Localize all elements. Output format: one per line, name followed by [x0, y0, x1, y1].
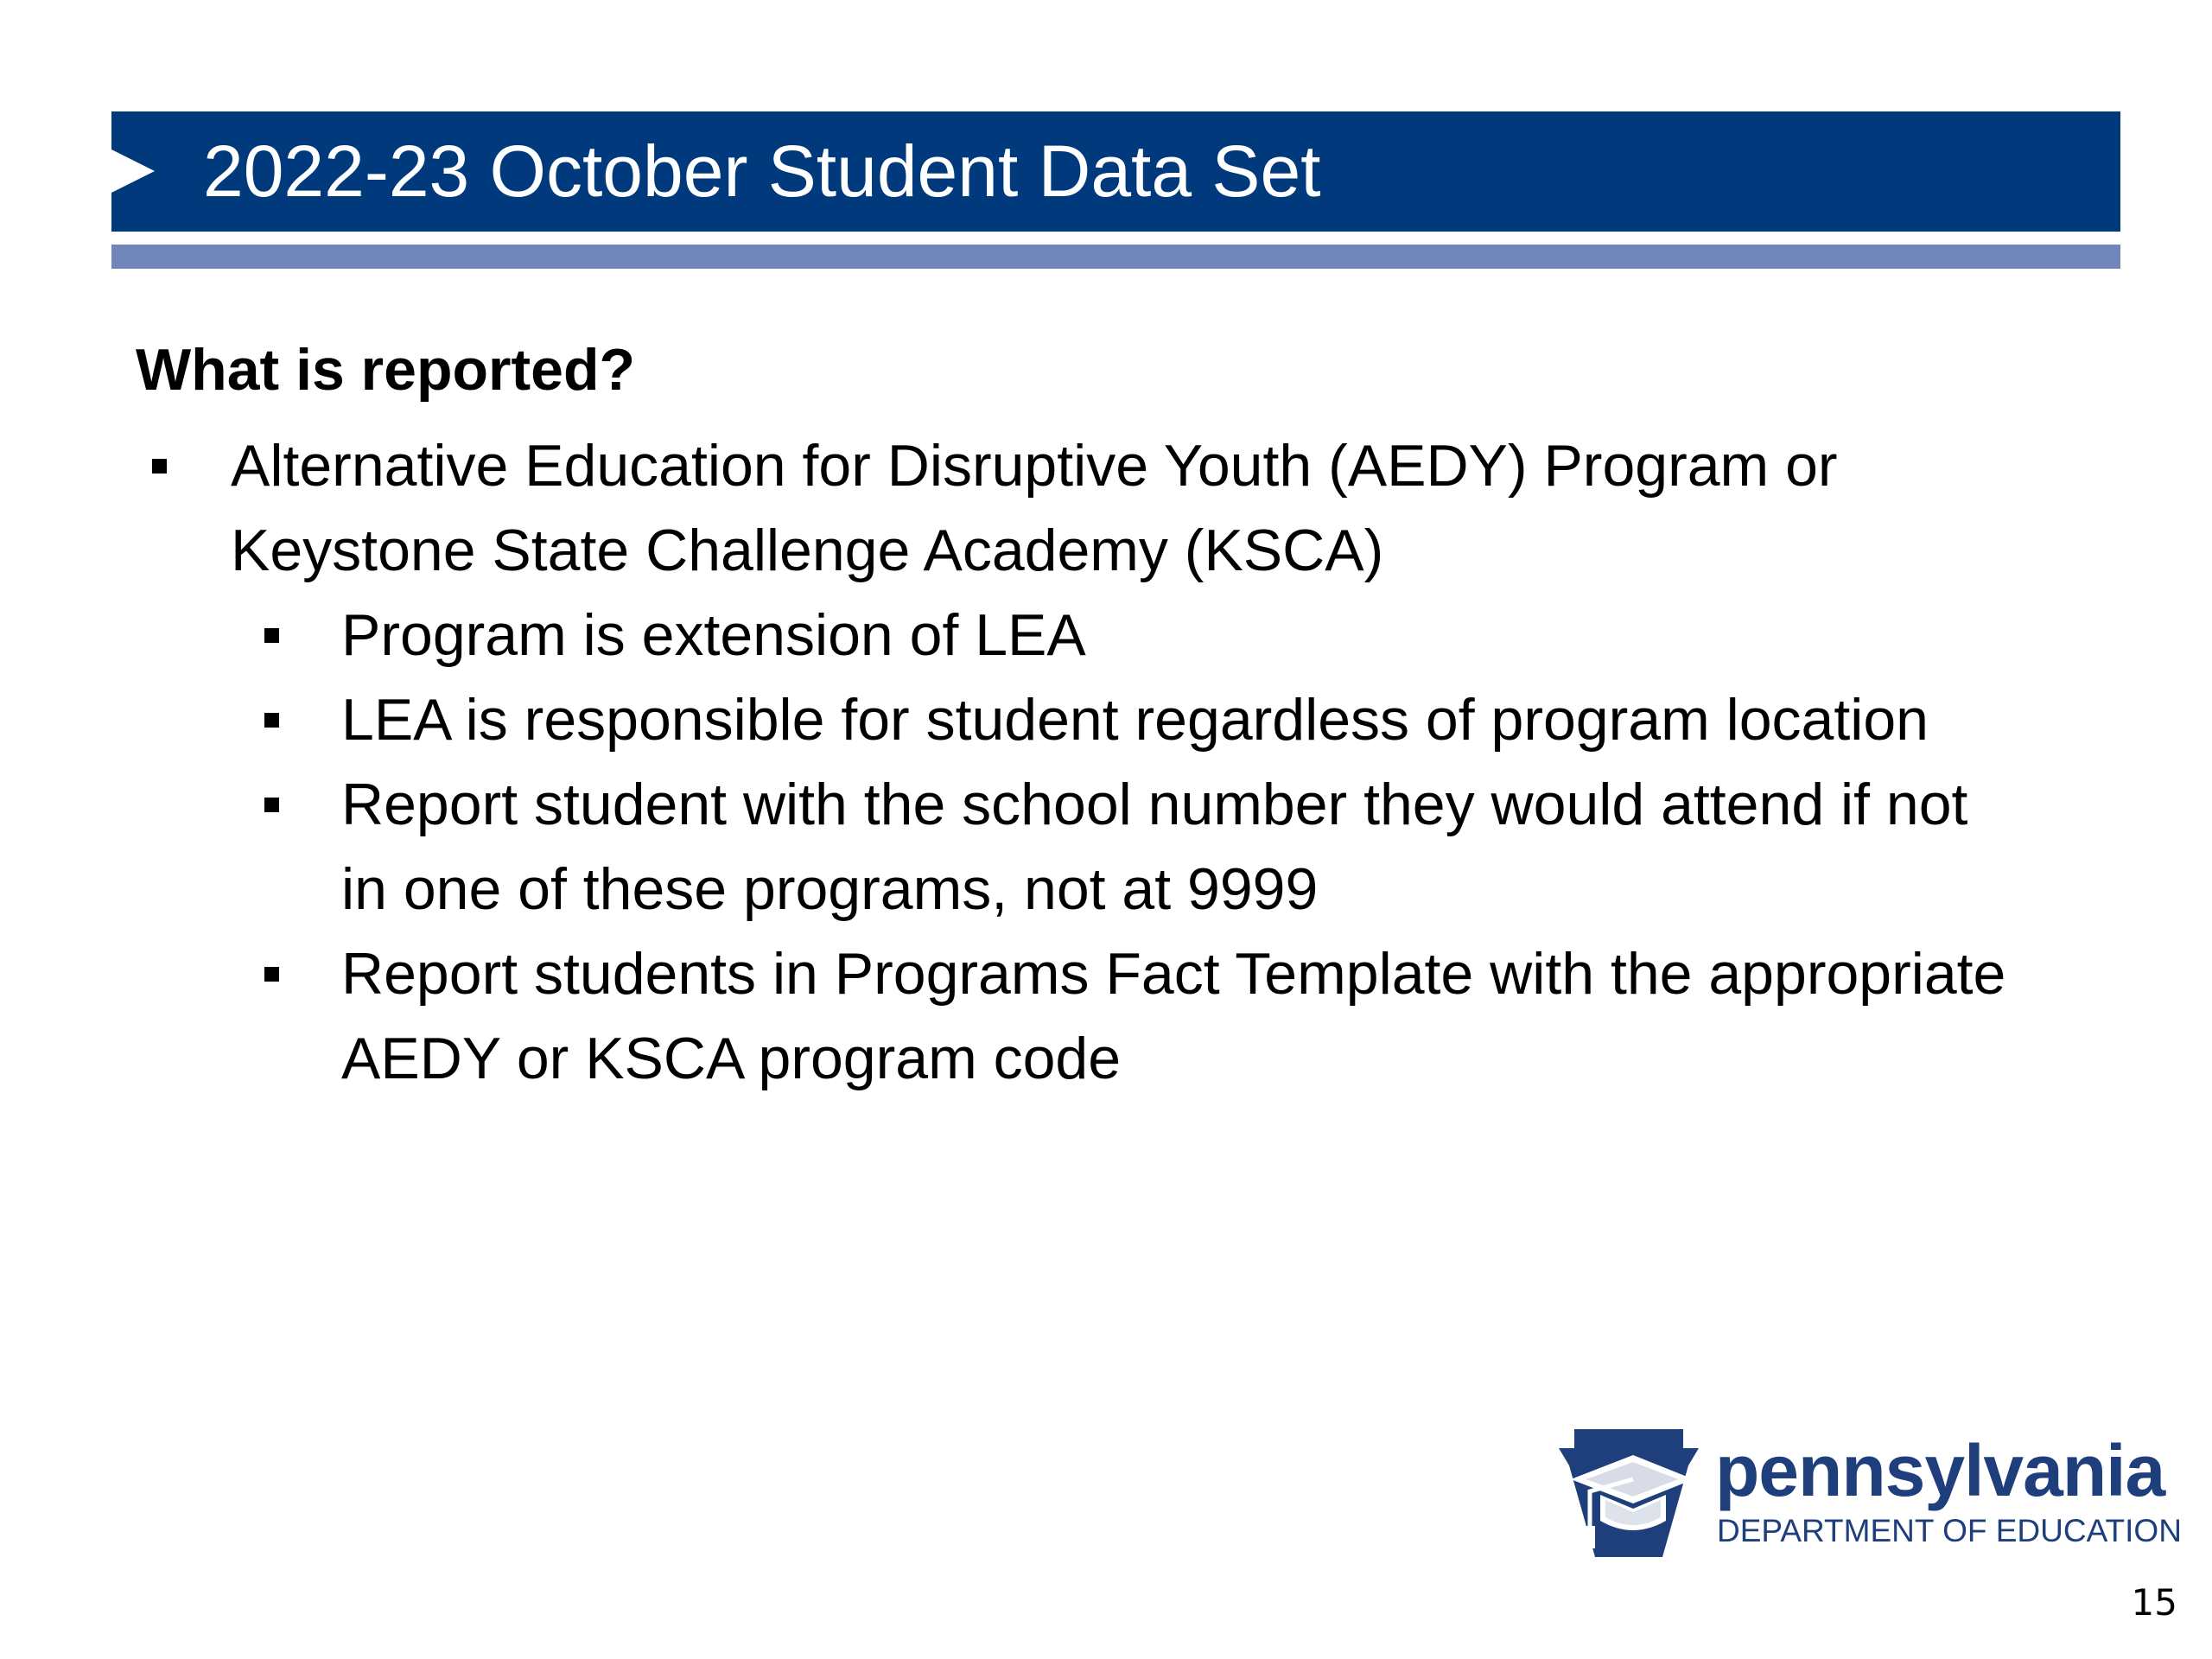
square-bullet-icon [264, 713, 279, 728]
sub-bullet-line: in one of these programs, not at 9999 [341, 856, 1319, 922]
logo-department: DEPARTMENT OF EDUCATION [1717, 1513, 2182, 1548]
square-bullet-icon [152, 459, 167, 474]
sub-bullet-line: LEA is responsible for student regardless of program location [341, 687, 1929, 753]
square-bullet-icon [264, 628, 279, 643]
sub-bullet-line: AEDY or KSCA program code [341, 1026, 1122, 1091]
keystone-mortarboard-icon [1555, 1426, 1702, 1564]
sub-bullet-text [341, 931, 2005, 1101]
bullet-text [231, 423, 1838, 593]
pa-education-logo [1555, 1426, 2182, 1564]
square-bullet-icon [264, 798, 279, 812]
bullet-line: Keystone State Challenge Academy (KSCA) [231, 518, 1384, 583]
sub-bullet-text [341, 677, 1929, 762]
bullet-line: Alternative Education for Disruptive Youth (AEDY) Program or [231, 433, 1838, 499]
sub-bullet-text [341, 593, 1086, 677]
title-underline-bar [111, 245, 2120, 269]
sub-bullet-line: Report student with the school number they would attend if not [341, 772, 1968, 837]
square-bullet-icon [264, 967, 279, 982]
logo-wordmark: pennsylvania [1715, 1430, 2165, 1511]
page-number: 15 [2131, 1581, 2177, 1624]
section-heading: What is reported? [136, 337, 636, 403]
sub-bullet-text [341, 762, 1967, 931]
sub-bullet-line: Program is extension of LEA [341, 602, 1086, 668]
sub-bullet-line: Report students in Programs Fact Template with the appropriate [341, 941, 2006, 1007]
title-arrow-icon [111, 149, 155, 193]
slide-title: 2022-23 October Student Data Set [203, 130, 1321, 212]
